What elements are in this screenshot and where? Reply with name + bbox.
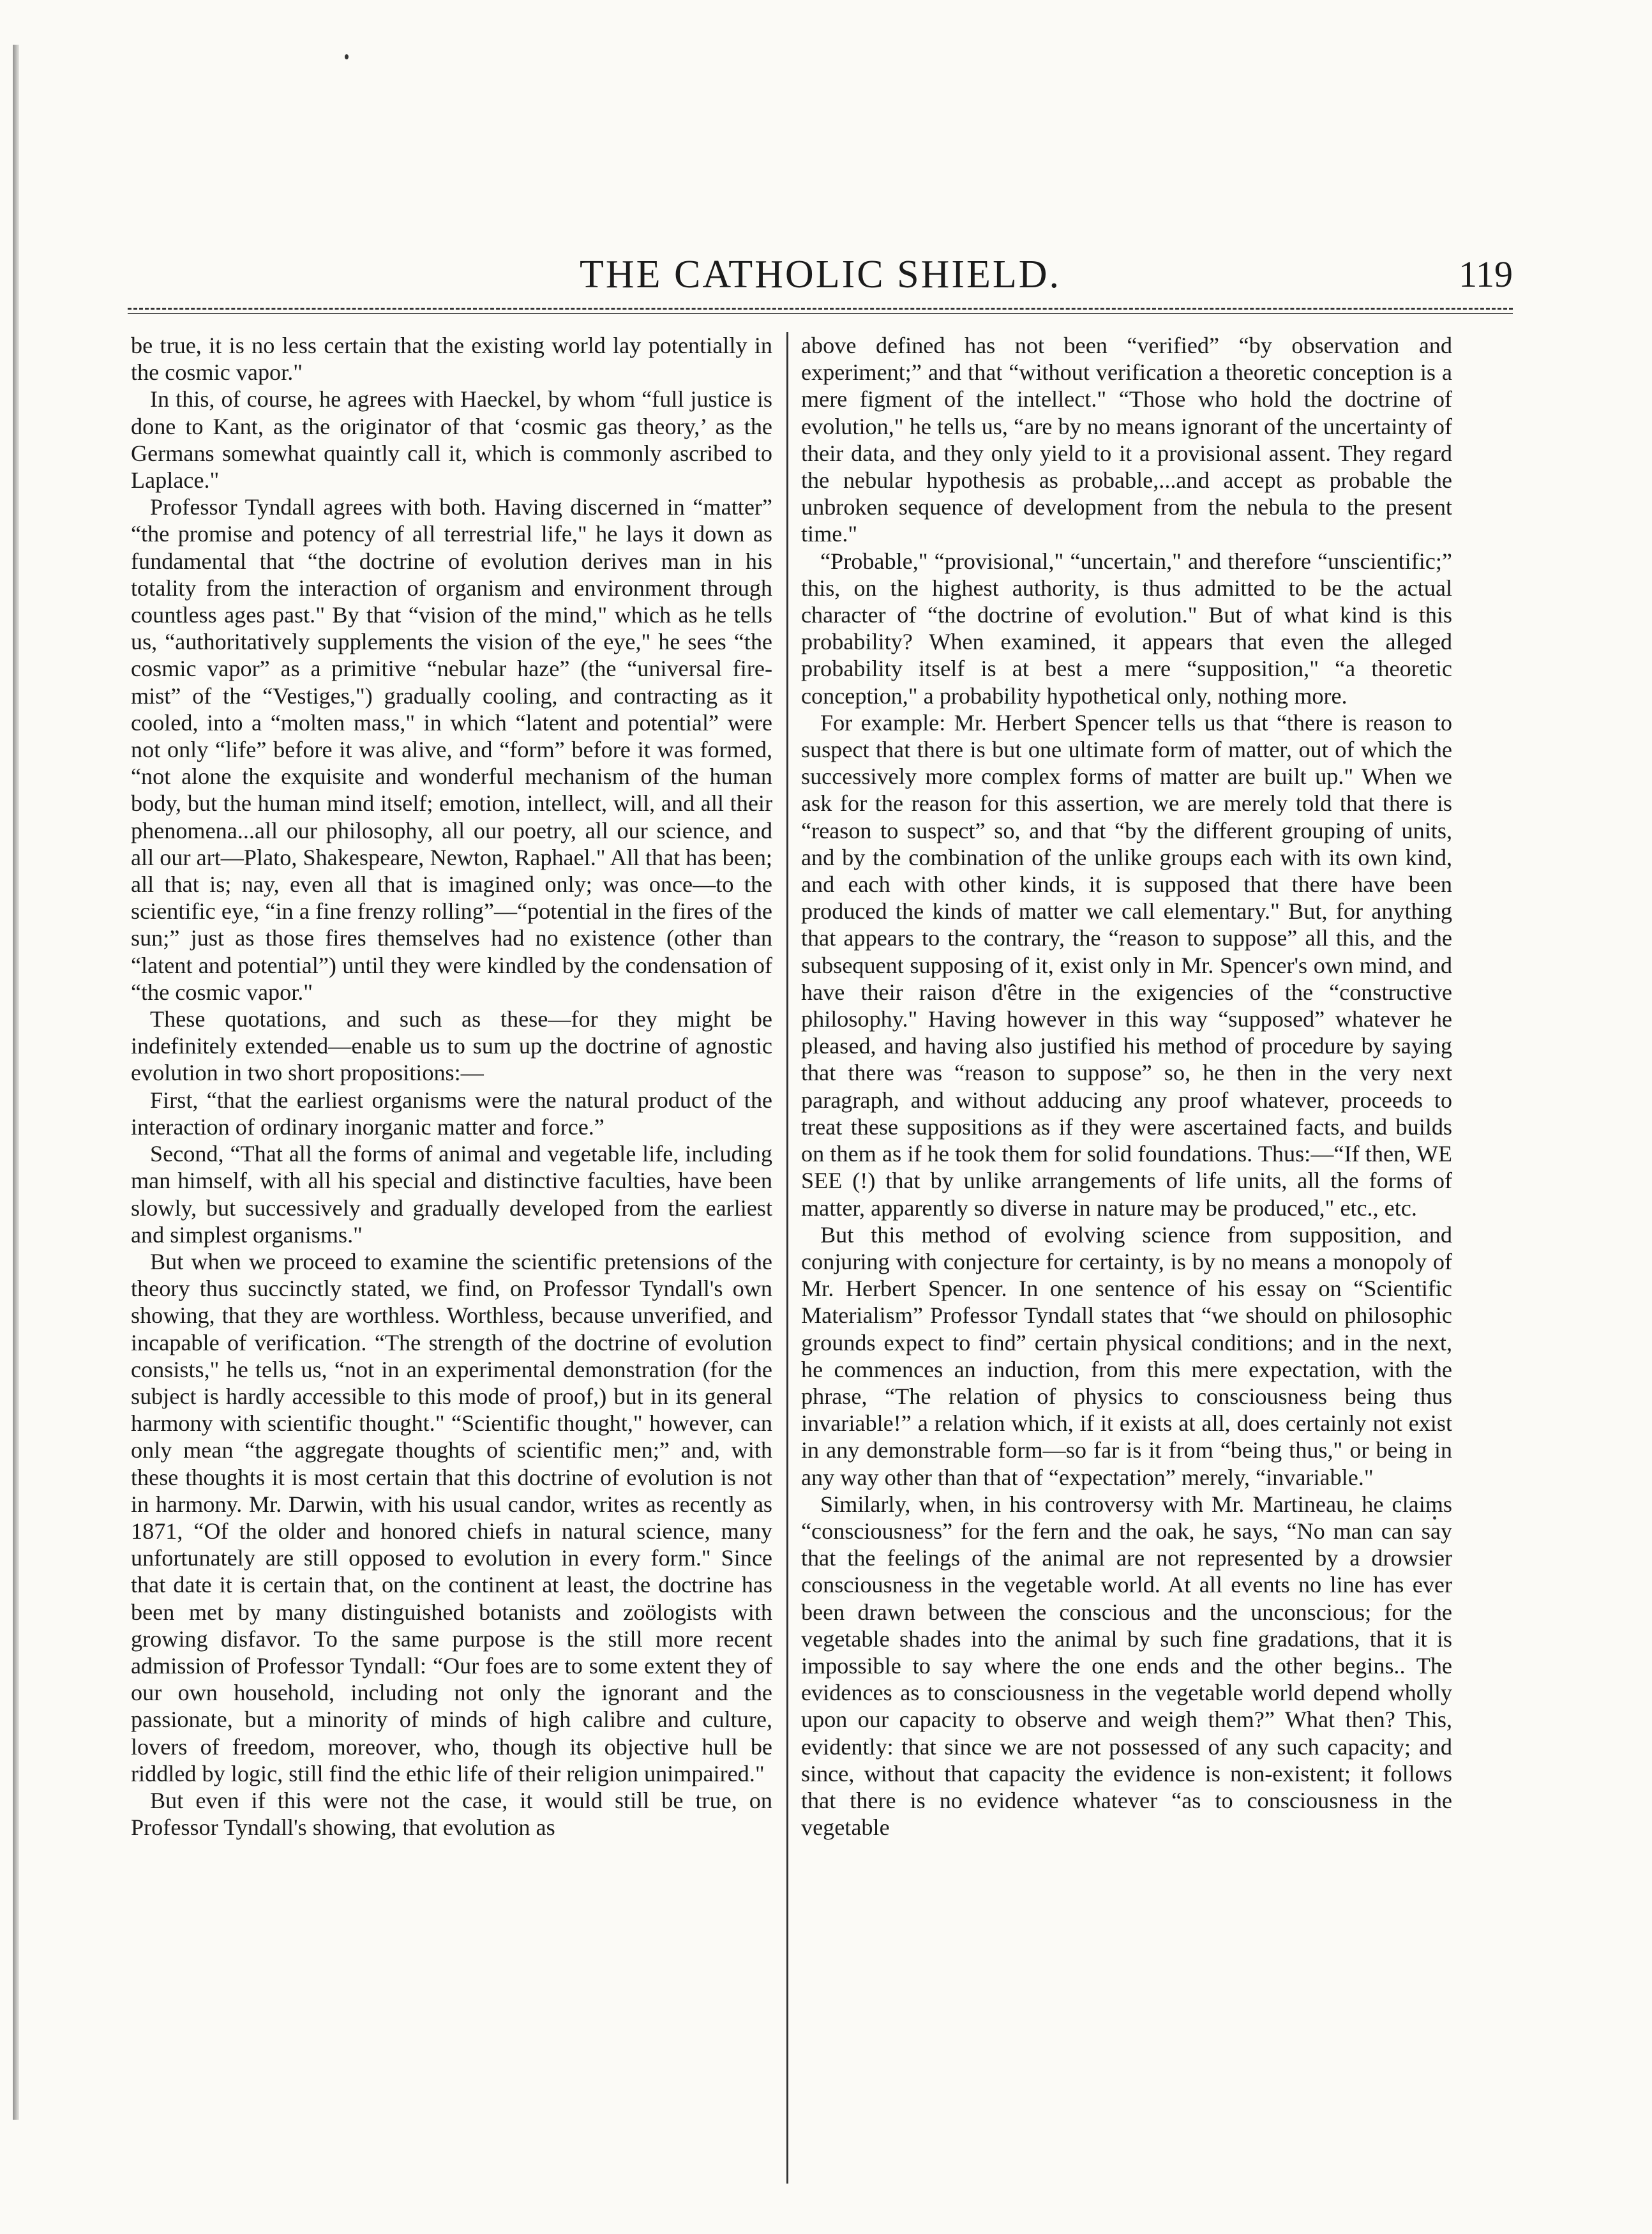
paragraph: These quotations, and such as these—for they might be indefinitely extended—enable us to sum up the doctrine of agnostic evolution in two short propositions:— bbox=[131, 1006, 772, 1086]
page-number: 119 bbox=[1459, 253, 1513, 295]
paragraph: Second, “That all the forms of animal and vegetable life, including man himself, with all his special and distinctive faculties, have been slowly, but successively and gradually developed from the earliest and simplest organisms." bbox=[131, 1141, 772, 1248]
paragraph: In this, of course, he agrees with Haeckel, by whom “full justice is done to Kant, as the originator of that ‘cosmic gas theory,’ as the Germans somewhat quaintly call it, which is commonly ascribed to Laplace." bbox=[131, 386, 772, 494]
paragraph: But when we proceed to examine the scientific pretensions of the theory thus succinctly stated, we find, on Professor Tyndall's own showing, that they are worthless. Worthless, because unverified, and incapable of verification. “The strength of the doctrine of evolution consists," he tells us, “not in an experimental demonstration (for the subject is hardly accessible to this mode of proof,) but in its general harmony with scientific thought." “Scientific thought," however, can only mean “the aggregate thoughts of scientific men;” and, with these thoughts it is most certain that this doctrine of evolution is not in harmony. Mr. Darwin, with his usual candor, writes as recently as 1871, “Of the older and honored chiefs in natural science, many unfortunately are still opposed to evolution in every form." Since that date it is certain that, on the continent at least, the doctrine has been met by many distinguished botanists and zoölogists with growing disfavor. To the same purpose is the still more recent admission of Professor Tyndall: “Our foes are to some extent they of our own household, including not only the ignorant and the passionate, but a minority of minds of high calibre and culture, lovers of freedom, moreover, who, though its objective hull be riddled by logic, still find the ethic life of their religion unimpaired." bbox=[131, 1248, 772, 1786]
page-binding-shadow bbox=[13, 45, 19, 2120]
paragraph: First, “that the earliest organisms were the natural product of the interaction of ordinary inorganic matter and force.” bbox=[131, 1087, 772, 1140]
paragraph: Similarly, when, in his controversy with Mr. Martineau, he claims “consciousness” for the fern and the oak, he says, “No man can say that the feelings of the animal are not represented by a drowsier consciousness in the vegetable world. At all events no line has ever been drawn between the conscious and the unconscious; for the vegetable shades into the animal by such fine gradations, that it is impossible to say where the one ends and the other begins.. The evidences as to consciousness in the vegetable world depend wholly upon our capacity to observe and weigh them?” What then? This, evidently: that since we are not possessed of any such capacity; and since, without that capacity the evidence is non-existent; it follows that there is no evidence whatever “as to consciousness in the vegetable bbox=[801, 1491, 1452, 1841]
left-column bbox=[131, 332, 772, 2184]
journal-title: THE CATHOLIC SHIELD. bbox=[580, 253, 1061, 296]
paragraph: be true, it is no less certain that the existing world lay potentially in the cosmic vapor." bbox=[131, 333, 772, 386]
right-column bbox=[801, 332, 1452, 2184]
paragraph: Professor Tyndall agrees with both. Having discerned in “matter” “the promise and potency of all terrestrial life," he lays it down as fundamental that “the doctrine of evolution derives man in his totality from the interaction of organism and environment through countless ages past." By that “vision of the mind," which as he tells us, “authoritatively supplements the vision of the eye," he sees “the cosmic vapor” as a primitive “nebular haze” (the “universal fire-mist” of the “Vestiges,") gradually cooling, and contracting as it cooled, into a “molten mass," in which “latent and potential” were not only “life” before it was alive, and “form” before it was formed, “not alone the exquisite and wonderful mechanism of the human body, but the human mind itself; emotion, intellect, will, and all their phenomena...all our philosophy, all our poetry, all our science, and all our art—Plato, Shakespeare, Newton, Raphael." All that has been; all that is; nay, even all that is imagined only; was once—to the scientific eye, “in a fine frenzy rolling”—“potential in the fires of the sun;” just as those fires themselves had no existence (other than “latent and potential”) until they were kindled by the condensation of “the cosmic vapor." bbox=[131, 494, 772, 1005]
ink-speck bbox=[345, 54, 349, 59]
column-divider bbox=[786, 332, 788, 2184]
paragraph: For example: Mr. Herbert Spencer tells us that “there is reason to suspect that there is but one ultimate form of matter, out of which the successively more complex forms of matter are built up." When we ask for the reason for this assertion, we are merely told that there is “reason to suspect” so, and that “by the different grouping of units, and by the combination of the unlike groups each with its own kind, and each with other kinds, it is supposed that there have been produced the kinds of matter we call elementary." But, for anything that appears to the contrary, the “reason to suppose” all this, and the subsequent supposing of it, exist only in Mr. Spencer's own mind, and have their raison d'être in the exigencies of the “constructive philosophy." Having however in this way “supposed” whatever he pleased, and having also justified his method of procedure by saying that there was “reason to suppose” so, he then in the very next paragraph, and without adducing any proof whatever, proceeds to treat these suppositions as if they were ascertained facts, and builds on them as if he took them for solid foundations. Thus:—“If then, WE SEE (!) that by unlike arrangements of life units, all the forms of matter, apparently so diverse in nature may be produced," etc., etc. bbox=[801, 709, 1452, 1221]
running-header bbox=[128, 249, 1513, 306]
paragraph: above defined has not been “verified” “by observation and experiment;” and that “without verification a theoretic conception is a mere figment of the intellect." “Those who hold the doctrine of evolution," he tells us, “are by no means ignorant of the uncertainty of their data, and they only yield to it a provisional assent. They regard the nebular hypothesis as probable,...and accept as probable the unbroken sequence of development from the nebula to the present time." bbox=[801, 333, 1452, 547]
header-rule-secondary bbox=[128, 313, 1513, 314]
paragraph: But even if this were not the case, it would still be true, on Professor Tyndall's showing, that evolution as bbox=[131, 1787, 772, 1841]
paragraph: “Probable," “provisional," “uncertain," and therefore “unscientific;” this, on the highest authority, is thus admitted to be the actual character of “the doctrine of evolution." But of what kind is this probability? When examined, it appears that even the alleged probability itself is at best a mere “supposition," “a theoretic conception," a probability hypothetical only, nothing more. bbox=[801, 548, 1452, 709]
header-rule bbox=[128, 308, 1513, 310]
paragraph: But this method of evolving science from supposition, and conjuring with conjecture for certainty, is by no means a monopoly of Mr. Herbert Spencer. In one sentence of his essay on “Scientific Materialism” Professor Tyndall states that “we should on philosophic grounds expect to find” certain physical conditions; and in the next, he commences an induction, from this mere expectation, with the phrase, “The relation of physics to consciousness being thus invariable!” a relation which, if it exists at all, does certainly not exist in any demonstrable form—so far is it from “being thus," or being in any way other than that of “expectation” merely, “invariable." bbox=[801, 1221, 1452, 1490]
